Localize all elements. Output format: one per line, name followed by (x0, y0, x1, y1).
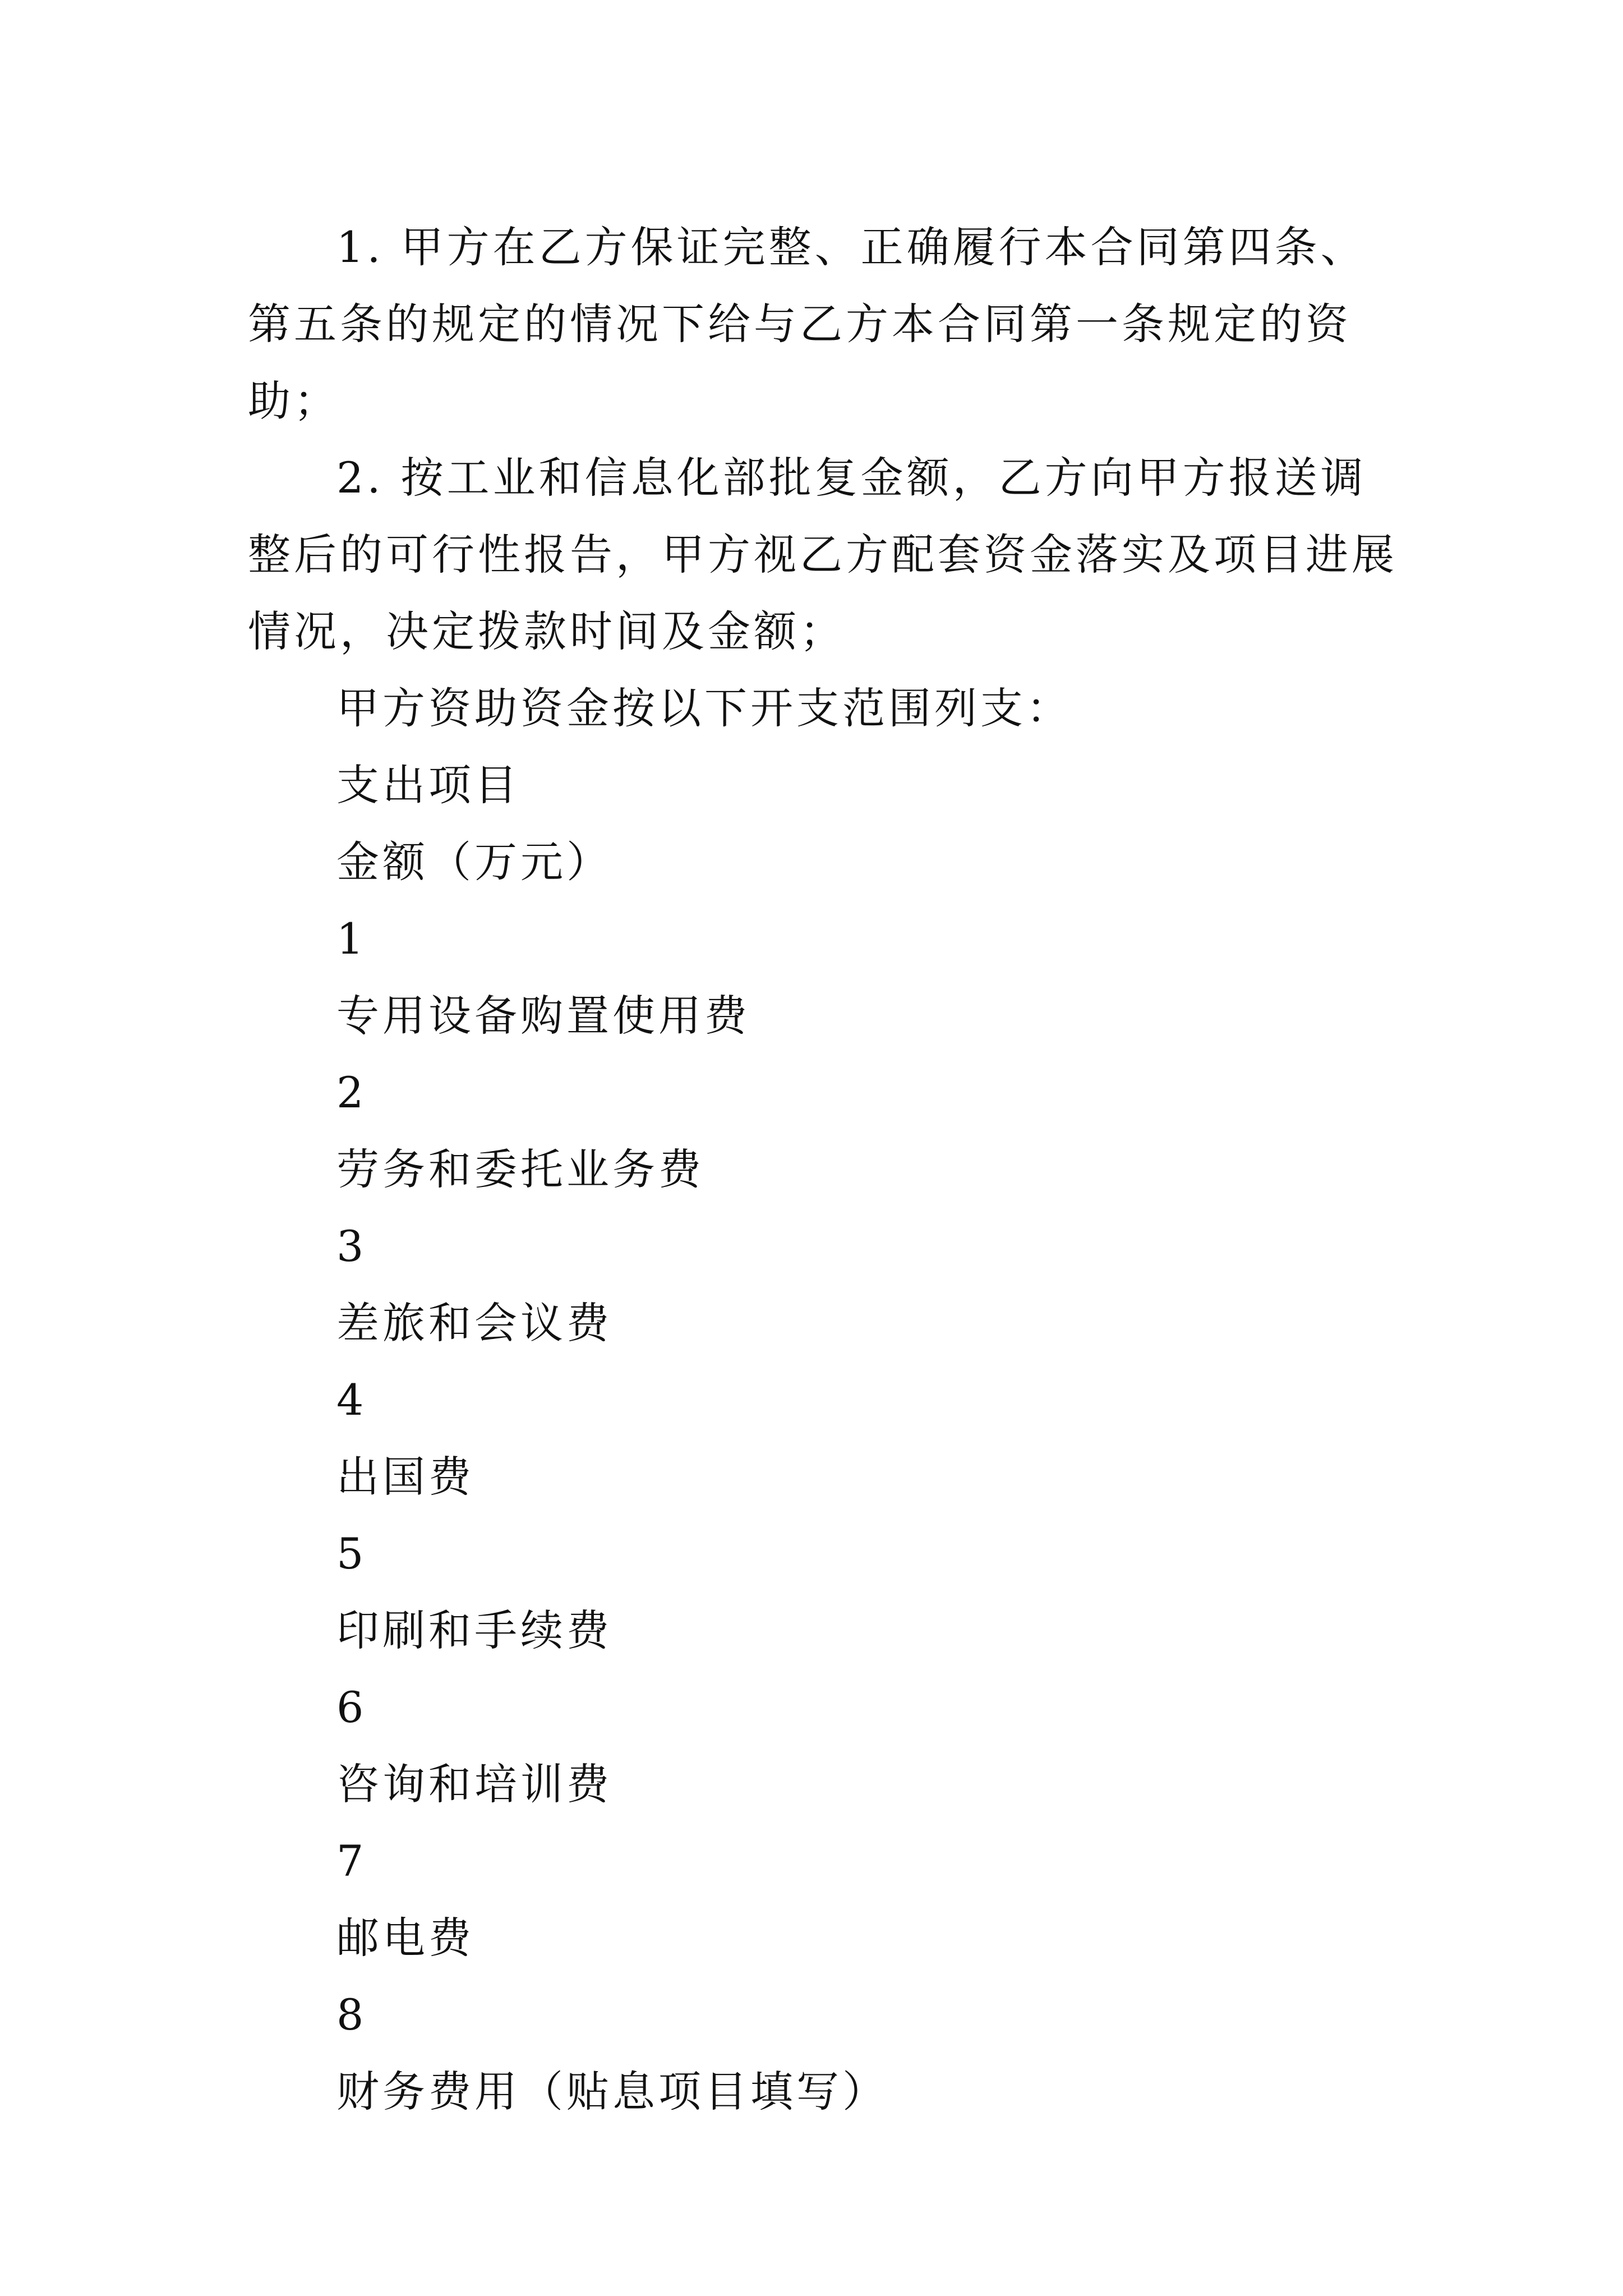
document-body (248, 209, 1398, 2130)
expense-item-number: 6 (336, 1682, 367, 1732)
expense-item-number: 4 (336, 1375, 367, 1425)
expense-intro: 甲方资助资金按以下开支范围列支： (336, 683, 1072, 733)
expense-item-name: 咨询和培训费 (336, 1759, 612, 1809)
expense-item-number: 3 (336, 1221, 367, 1271)
expense-item-name: 印刷和手续费 (336, 1605, 612, 1655)
expense-item-number: 2 (336, 1068, 367, 1117)
header-amount-column: 金额（万元） (336, 837, 612, 887)
expense-item-number: 1 (336, 914, 367, 964)
expense-item-number: 8 (336, 1990, 367, 2040)
expense-item-name: 劳务和委托业务费 (336, 1144, 704, 1194)
expense-item-name: 邮电费 (336, 1913, 474, 1963)
clause-2-paragraph: 2. 按工业和信息化部批复金额，乙方向甲方报送调整后的可行性报告，甲方视乙方配套资金落实及项目进展情况，决定拨款时间及金额； (248, 453, 1398, 656)
expense-item-name: 财务费用（贴息项目填写） (336, 2067, 888, 2116)
clause-1-paragraph: 1. 甲方在乙方保证完整、正确履行本合同第四条、第五条的规定的情况下给与乙方本合同第一条规定的资助； (248, 222, 1367, 426)
expense-item-name: 专用设备购置使用费 (336, 991, 750, 1041)
header-item-column: 支出项目 (336, 760, 520, 810)
expense-item-name: 差旅和会议费 (336, 1298, 612, 1348)
expense-item-name: 出国费 (336, 1452, 474, 1502)
expense-item-number: 5 (336, 1529, 367, 1579)
expense-item-number: 7 (336, 1836, 367, 1886)
